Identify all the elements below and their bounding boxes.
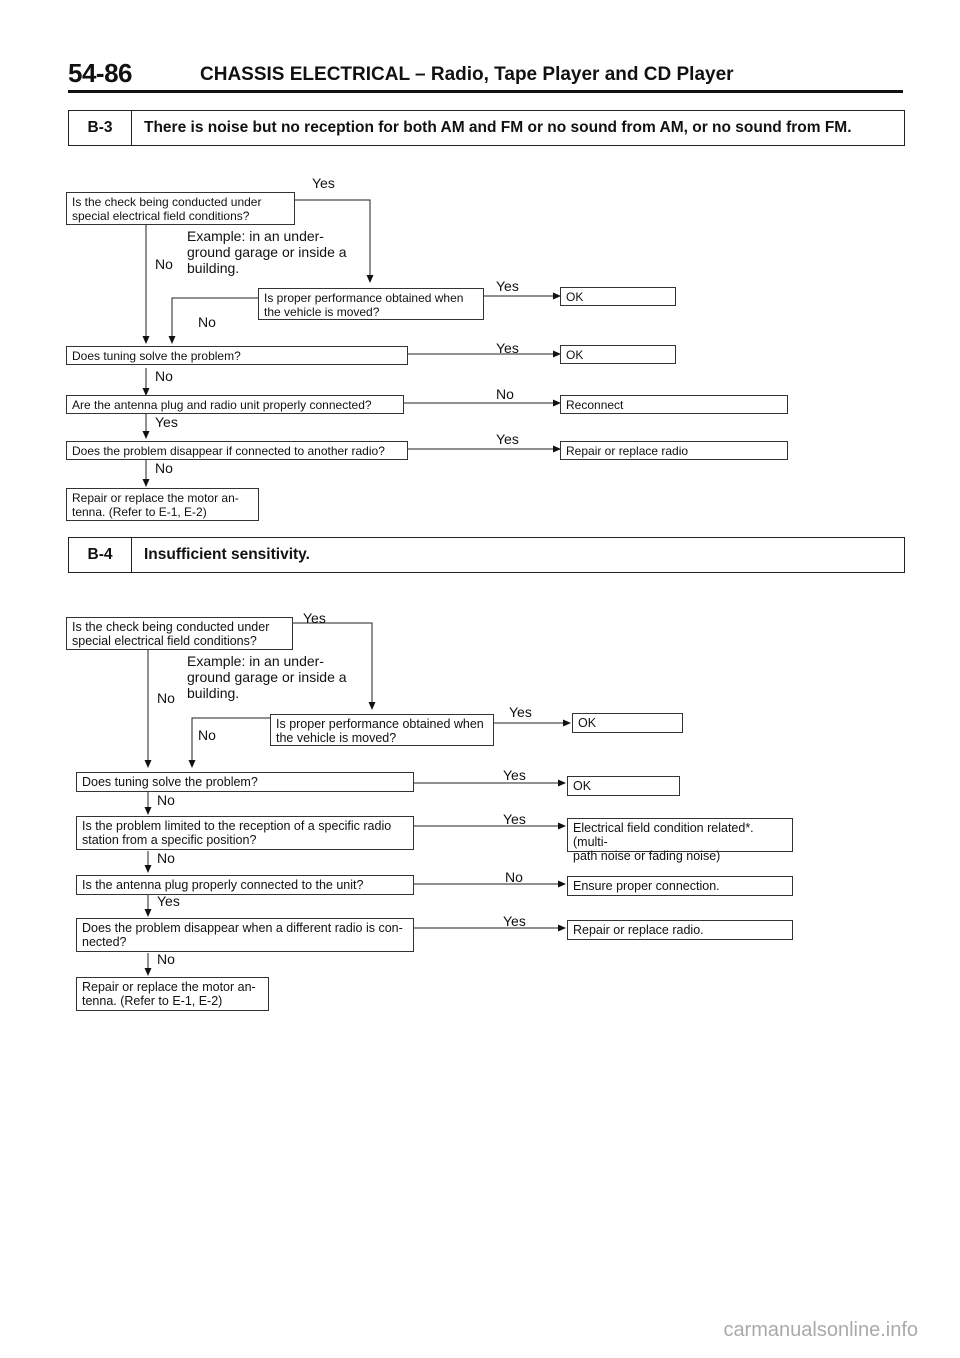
- b4-question-tuning: Does tuning solve the problem?: [76, 772, 414, 792]
- b4-result-repair-motor-antenna: [76, 977, 269, 1011]
- b3-label-no-another-radio: No: [155, 460, 173, 476]
- b4-label-no-performance: No: [198, 727, 216, 743]
- section-b4-title: Insufficient sensitivity.: [144, 546, 310, 563]
- b3-question-performance: [258, 288, 484, 320]
- b4-label-no-tuning: No: [157, 792, 175, 808]
- b4-result-motor-line1: Repair or replace the motor an-: [82, 980, 256, 994]
- b3-question-special-field-line1: Is the check being conducted under: [72, 195, 262, 209]
- b3-question-antenna-connection: Are the antenna plug and radio unit properly connected?: [66, 395, 404, 414]
- b3-result-repair-radio: Repair or replace radio: [560, 441, 788, 460]
- b3-label-yes-performance: Yes: [496, 278, 519, 294]
- b4-result-ok-1: OK: [572, 713, 683, 733]
- b4-question-performance-line2: the vehicle is moved?: [276, 731, 397, 745]
- b4-question-diff-line2: nected?: [82, 935, 127, 949]
- b3-label-yes-another-radio: Yes: [496, 431, 519, 447]
- b4-question-specific-station: [76, 816, 414, 850]
- b4-label-no-antenna: No: [505, 869, 523, 885]
- b3-question-performance-line1: Is proper performance obtained when: [264, 291, 464, 305]
- b3-label-no-performance: No: [198, 314, 216, 330]
- b3-result-reconnect: Reconnect: [560, 395, 788, 414]
- b4-label-yes-performance: Yes: [509, 704, 532, 720]
- b3-result-motor-line1: Repair or replace the motor an-: [72, 491, 239, 505]
- section-b3-header: [68, 110, 905, 146]
- b3-result-motor-line2: tenna. (Refer to E-1, E-2): [72, 505, 207, 519]
- b3-result-repair-motor-antenna: [66, 488, 259, 521]
- b4-label-no-different-radio: No: [157, 951, 175, 967]
- b3-example-line1: Example: in an under-: [187, 228, 324, 244]
- b4-result-ensure-connection: Ensure proper connection.: [567, 876, 793, 896]
- section-b3-code: B-3: [69, 111, 132, 145]
- b4-example-note: [187, 653, 347, 701]
- b3-example-line3: building.: [187, 260, 240, 276]
- b4-result-elec-line1: Electrical field condition related*. (multi-: [573, 821, 754, 849]
- b4-label-no-specific: No: [157, 850, 175, 866]
- b4-label-no-special: No: [157, 690, 175, 706]
- b3-example-note: [187, 228, 347, 276]
- page-number: 54-86: [68, 58, 132, 88]
- b4-example-line3: building.: [187, 685, 240, 701]
- b4-result-ok-2: OK: [567, 776, 680, 796]
- b4-question-special-field: [66, 617, 293, 650]
- b4-example-line2: ground garage or inside a: [187, 669, 347, 685]
- b4-label-yes-specific: Yes: [503, 811, 526, 827]
- b4-question-performance: [270, 714, 494, 746]
- b3-label-no-tuning: No: [155, 368, 173, 384]
- b3-result-ok-1: OK: [560, 287, 676, 306]
- b3-example-line2: ground garage or inside a: [187, 244, 347, 260]
- page-title: CHASSIS ELECTRICAL – Radio, Tape Player and CD Player: [200, 64, 734, 85]
- b3-result-ok-2: OK: [560, 345, 676, 364]
- b4-label-yes-tuning: Yes: [503, 767, 526, 783]
- b4-question-performance-line1: Is proper performance obtained when: [276, 717, 484, 731]
- b4-label-yes-antenna: Yes: [157, 893, 180, 909]
- b3-question-special-field-line2: special electrical field conditions?: [72, 209, 250, 223]
- section-b3-title: There is noise but no reception for both AM and FM or no sound from AM, or no sound from FM.: [144, 119, 852, 136]
- b4-result-motor-line2: tenna. (Refer to E-1, E-2): [82, 994, 223, 1008]
- b4-question-specific-line2: station from a specific position?: [82, 833, 257, 847]
- b4-question-antenna-connection: Is the antenna plug properly connected to the unit?: [76, 875, 414, 895]
- b3-question-another-radio: Does the problem disappear if connected to another radio?: [66, 441, 408, 460]
- b4-result-electrical-field: [567, 818, 793, 863]
- b3-label-no-antenna: No: [496, 386, 514, 402]
- watermark: carmanualsonline.info: [723, 1319, 918, 1341]
- b3-label-yes-antenna: Yes: [155, 414, 178, 430]
- b4-example-line1: Example: in an under-: [187, 653, 324, 669]
- b3-label-yes-tuning: Yes: [496, 340, 519, 356]
- section-b4-header: [68, 537, 905, 573]
- b3-question-special-field: [66, 192, 295, 225]
- b4-result-repair-radio: Repair or replace radio.: [567, 920, 793, 940]
- section-b4-code: B-4: [69, 538, 132, 572]
- b4-label-yes-special: Yes: [303, 610, 326, 626]
- b4-question-diff-line1: Does the problem disappear when a different radio is con-: [82, 921, 403, 935]
- b4-question-special-field-line1: Is the check being conducted under: [72, 620, 270, 634]
- b4-question-special-field-line2: special electrical field conditions?: [72, 634, 257, 648]
- b3-question-tuning: Does tuning solve the problem?: [66, 346, 408, 365]
- b3-question-performance-line2: the vehicle is moved?: [264, 305, 380, 319]
- b3-label-no-special: No: [155, 256, 173, 272]
- b3-label-yes-special: Yes: [312, 175, 335, 191]
- b4-result-elec-line2: path noise or fading noise): [573, 849, 721, 863]
- b4-question-specific-line1: Is the problem limited to the reception of a specific radio: [82, 819, 392, 833]
- b4-question-different-radio: [76, 918, 414, 952]
- b4-label-yes-different-radio: Yes: [503, 913, 526, 929]
